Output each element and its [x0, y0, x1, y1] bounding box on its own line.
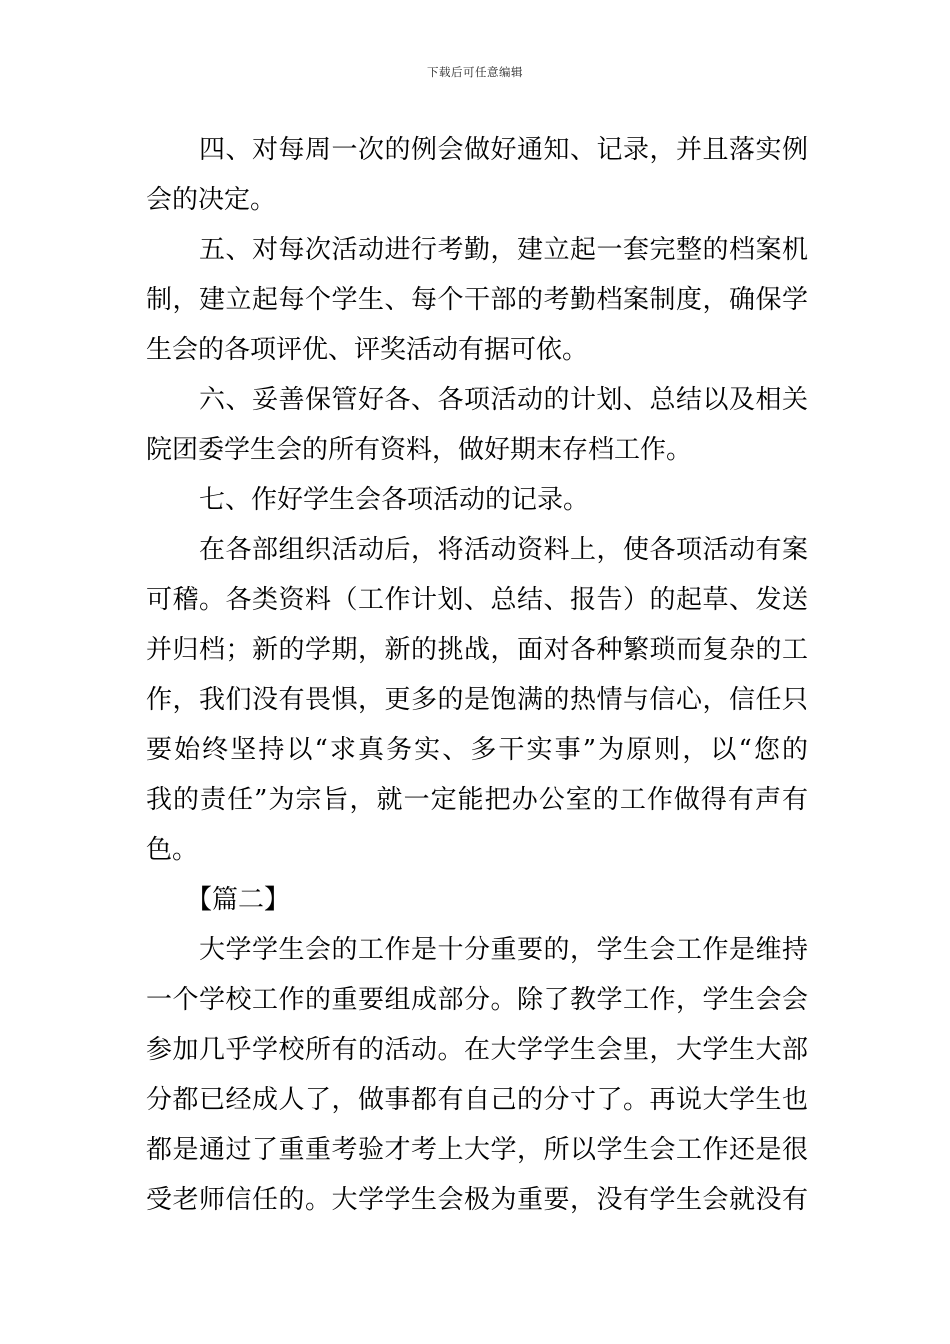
- text-line: 五、对每次活动进行考勤，建立起一套完整的档案机: [199, 235, 808, 265]
- text-line: 受老师信任的。大学学生会极为重要，没有学生会就没有: [146, 1185, 808, 1215]
- text-line: 大学学生会的工作是十分重要的，学生会工作是维持: [199, 935, 808, 965]
- text-line: 参加几乎学校所有的活动。在大学学生会里，大学生大部: [146, 1035, 808, 1065]
- text-line: 我的责任”为宗旨，就一定能把办公室的工作做得有声有: [146, 785, 808, 815]
- text-line: 制，建立起每个学生、每个干部的考勤档案制度，确保学: [146, 285, 808, 315]
- text-line: 会的决定。: [146, 185, 277, 215]
- text-line: 七、作好学生会各项活动的记录。: [199, 485, 590, 515]
- text-line: 六、妥善保管好各、各项活动的计划、总结以及相关: [199, 385, 808, 415]
- text-line: 分都已经成人了，做事都有自己的分寸了。再说大学生也: [146, 1085, 808, 1115]
- text-line: 要始终坚持以“求真务实、多干实事”为原则，以“您的: [146, 735, 808, 765]
- text-line: 生会的各项评优、评奖活动有据可依。: [146, 335, 589, 365]
- text-line: 四、对每周一次的例会做好通知、记录，并且落实例: [199, 135, 808, 165]
- page-header: 下载后可任意编辑: [427, 65, 523, 79]
- text-line: 作，我们没有畏惧，更多的是饱满的热情与信心，信任只: [146, 685, 808, 715]
- section-heading: 【篇二】: [186, 885, 291, 915]
- text-line: 可稽。各类资料（工作计划、总结、报告）的起草、发送: [146, 585, 808, 615]
- text-line: 在各部组织活动后，将活动资料上，使各项活动有案: [199, 535, 808, 565]
- document-body: [146, 125, 808, 1225]
- text-line: 都是通过了重重考验才考上大学，所以学生会工作还是很: [146, 1135, 808, 1165]
- text-line: 色。: [146, 835, 199, 865]
- text-line: 并归档；新的学期，新的挑战，面对各种繁琐而复杂的工: [146, 635, 808, 665]
- text-line: 院团委学生会的所有资料，做好期末存档工作。: [146, 435, 693, 465]
- text-line: 一个学校工作的重要组成部分。除了教学工作，学生会会: [146, 985, 808, 1015]
